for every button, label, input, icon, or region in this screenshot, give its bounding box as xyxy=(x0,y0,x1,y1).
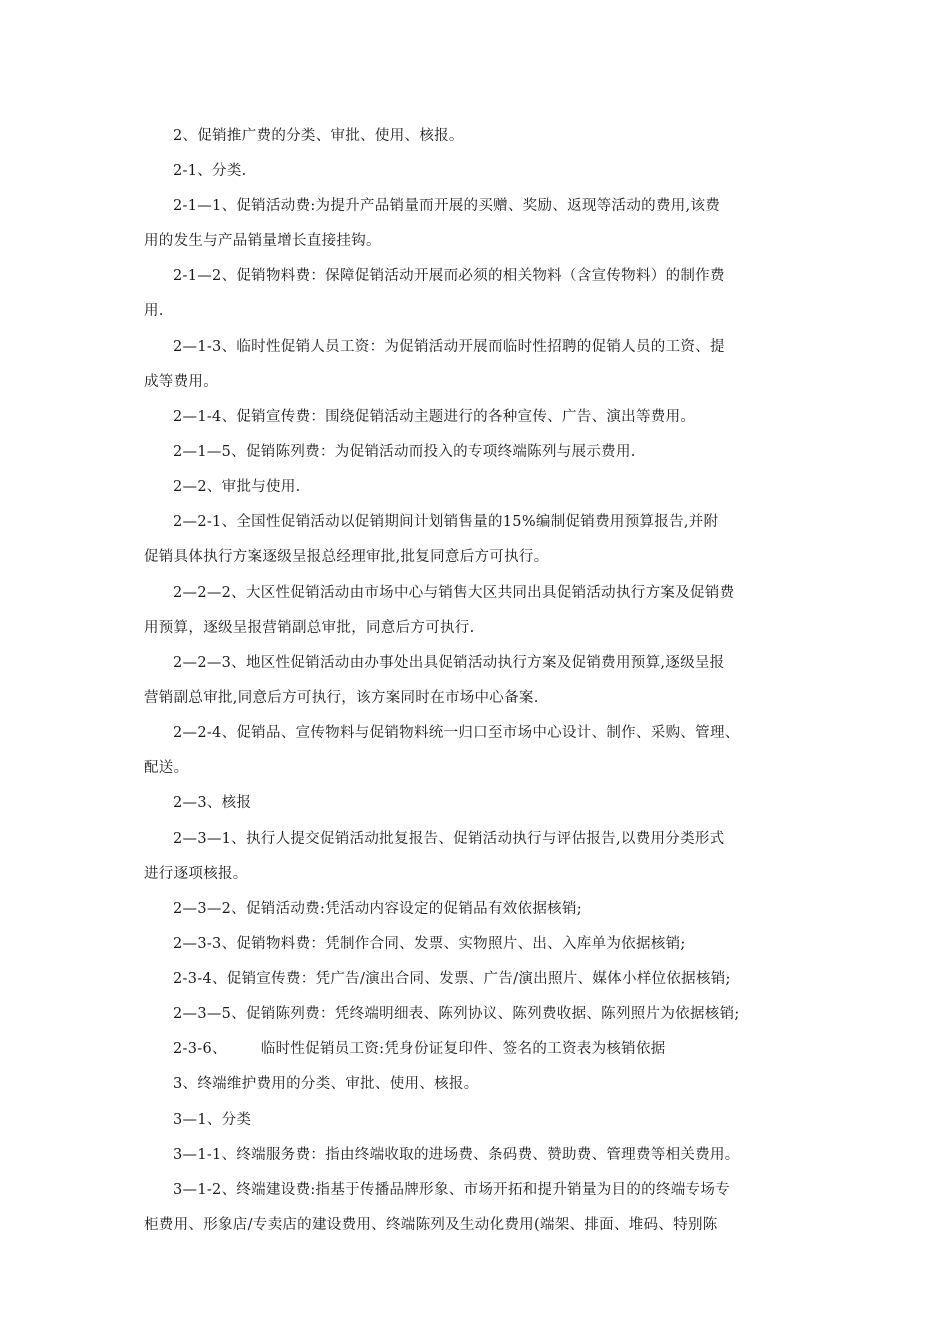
paragraph-line: 2-1—1、促销活动费:为提升产品销量而开展的买赠、奖励、返现等活动的费用,该费 xyxy=(173,198,721,214)
paragraph-line: 3—1-1、终端服务费：指由终端收取的进场费、条码费、赞助费、管理费等相关费用。 xyxy=(173,1147,740,1163)
paragraph-line: 2—3—2、促销活动费:凭活动内容设定的促销品有效依据核销; xyxy=(173,901,582,917)
paragraph-line: 成等费用。 xyxy=(144,374,218,390)
paragraph-line xyxy=(173,1039,666,1059)
paragraph-line: 3、终端维护费用的分类、审批、使用、核报。 xyxy=(173,1076,479,1092)
paragraph-line: 2—3-3、促销物料费：凭制作合同、发票、实物照片、出、入库单为依据核销; xyxy=(173,936,686,952)
paragraph-line: 3—1-2、终端建设费:指基于传播品牌形象、市场开拓和提升销量为目的的终端专场专 xyxy=(173,1182,730,1198)
paragraph-line: 2—1—5、促销陈列费：为促销活动而投入的专项终端陈列与展示费用. xyxy=(173,444,636,460)
paragraph-line: 配送。 xyxy=(144,760,189,776)
paragraph-line: 2—3—5、促销陈列费：凭终端明细表、陈列协议、陈列费收据、陈列照片为依据核销; xyxy=(173,1006,740,1022)
paragraph-line: 2—2—3、地区性促销活动由办事处出具促销活动执行方案及促销费用预算,逐级呈报 xyxy=(173,655,725,671)
paragraph-line: 3—1、分类 xyxy=(173,1112,252,1128)
paragraph-line: 2—2—2、大区性促销活动由市场中心与销售大区共同出具促销活动执行方案及促销费 xyxy=(173,585,735,601)
paragraph-line: 2—2-1、全国性促销活动以促销期间计划销售量的15%编制促销费用预算报告,并附 xyxy=(173,514,719,530)
paragraph-line: 2-3-4、促销宣传费：凭广告/演出合同、发票、广告/演出照片、媒体小样位依据核销; xyxy=(173,971,731,987)
paragraph-line: 2—1-3、临时性促销人员工资：为促销活动开展而临时性招聘的促销人员的工资、提 xyxy=(173,339,725,355)
paragraph-line: 促销具体执行方案逐级呈报总经理审批,批复同意后方可执行。 xyxy=(144,549,549,565)
paragraph-line: 用. xyxy=(144,303,164,319)
paragraph-line: 2、促销推广费的分类、审批、使用、核报。 xyxy=(173,128,464,144)
item-text: 临时性促销员工资:凭身份证复印件、签名的工资表为核销依据 xyxy=(260,1041,666,1057)
paragraph-line: 2—3、核报 xyxy=(173,795,252,811)
paragraph-line: 2-1、分类. xyxy=(173,163,247,179)
item-number: 2-3-6、 xyxy=(173,1041,227,1057)
paragraph-line: 用预算，逐级呈报营销副总审批，同意后方可执行. xyxy=(144,620,475,636)
paragraph-line: 2—1-4、促销宣传费：围绕促销活动主题进行的各种宣传、广告、演出等费用。 xyxy=(173,409,696,425)
paragraph-line: 2—2、审批与使用. xyxy=(173,479,301,495)
paragraph-line: 2-1—2、促销物料费：保障促销活动开展而必须的相关物料（含宣传物料）的制作费 xyxy=(173,268,725,284)
paragraph-line: 2—2-4、促销品、宣传物料与促销物料统一归口至市场中心设计、制作、采购、管理、 xyxy=(173,725,740,741)
paragraph-line: 用的发生与产品销量增长直接挂钩。 xyxy=(144,233,381,249)
paragraph-line: 2—3—1、执行人提交促销活动批复报告、促销活动执行与评估报告,以费用分类形式 xyxy=(173,831,725,847)
paragraph-line: 营销副总审批,同意后方可执行，该方案同时在市场中心备案. xyxy=(144,690,539,706)
paragraph-line: 柜费用、形象店/专卖店的建设费用、终端陈列及生动化费用(端架、排面、堆码、特别陈 xyxy=(144,1217,718,1233)
paragraph-line: 进行逐项核报。 xyxy=(144,866,248,882)
